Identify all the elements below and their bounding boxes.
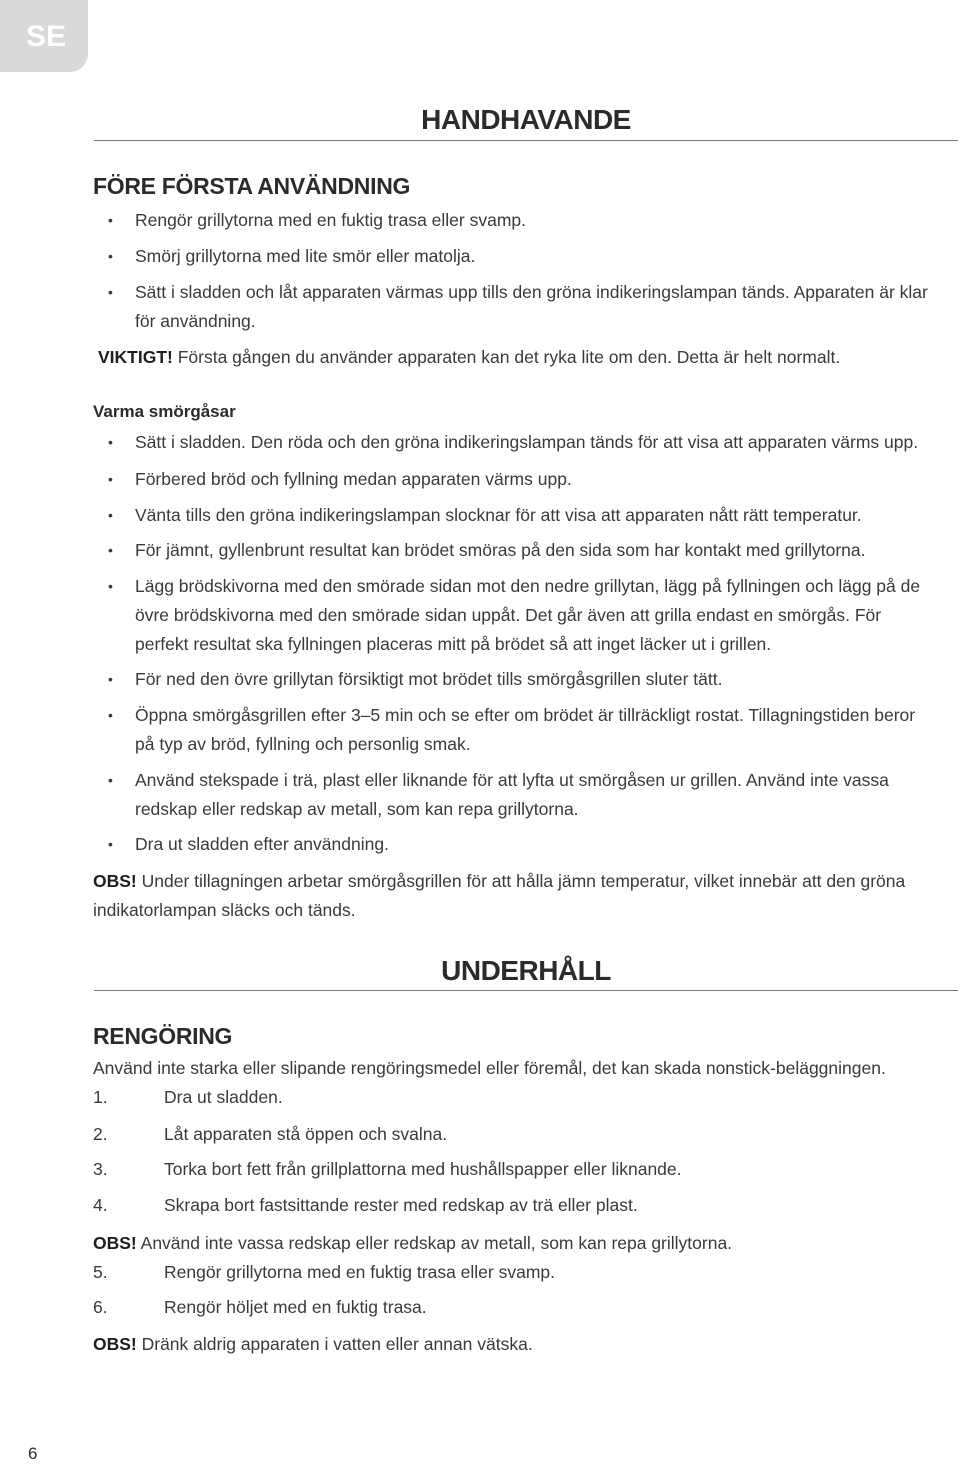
step-text: Rengör grillytorna med en fuktig trasa eller svamp. [164,1262,556,1282]
section-title-text: HANDHAVANDE [421,104,631,135]
list-item [108,465,938,494]
bullet-icon: • [108,212,113,228]
bullet-icon: • [108,772,113,788]
language-tab [0,0,88,72]
step-text: Dra ut sladden. [164,1087,283,1107]
language-code: SE [26,20,67,53]
important-text: Första gången du använder apparaten kan det ryka lite om den. Detta är helt normalt. [172,347,841,367]
bullet-icon: • [108,507,113,523]
step-text: Rengör höljet med en fuktig trasa. [164,1297,427,1317]
bullet-icon: • [108,578,113,594]
bullet-icon: • [108,671,113,687]
list-item [93,1155,943,1184]
list-item [93,1258,943,1287]
list-item-text: Sätt i sladden. Den röda och den gröna indikeringslampan tänds för att visa att apparaten värms upp. [135,432,919,452]
subheading-warm-sandwiches: Varma smörgåsar [93,402,236,421]
bullet-icon: • [108,284,113,300]
divider [94,140,958,141]
list-item-text: Förbered bröd och fyllning medan apparaten värms upp. [135,469,572,489]
list-item-text: För ned den övre grillytan försiktigt mot brödet tills smörgåsgrillen sluter tätt. [135,669,723,689]
list-item [108,572,938,659]
step-number: 3. [93,1159,108,1179]
section-title-underhall [94,955,958,987]
page-number: 6 [28,1444,38,1463]
bullet-icon: • [108,471,113,487]
list-item [93,1191,943,1220]
list-item [108,428,938,457]
step-text: Låt apparaten stå öppen och svalna. [164,1124,448,1144]
list-item [108,206,938,235]
step-number: 2. [93,1124,108,1144]
list-item [108,278,938,336]
bullet-icon: • [108,542,113,558]
step-text: Torka bort fett från grillplattorna med hushållspapper eller liknande. [164,1159,682,1179]
list-item-text: Öppna smörgåsgrillen efter 3–5 min och se efter om brödet är tillräckligt rostat. Tillagningstiden beror på typ av bröd, fyllning och personlig smak. [135,705,916,754]
list-item-text: Använd stekspade i trä, plast eller liknande för att lyfta ut smörgåsen ur grillen. Använd inte vassa redskap eller redskap av metall, som kan repa grillytorna. [135,770,889,819]
list-item [108,501,938,530]
list-item-text: Dra ut sladden efter användning. [135,834,389,854]
list-item-text: Vänta tills den gröna indikeringslampan slocknar för att visa att apparaten nått rätt temperatur. [135,505,862,525]
obs-note [93,1229,943,1258]
bullet-icon: • [108,248,113,264]
obs-note [93,1330,943,1359]
step-number: 1. [93,1087,108,1107]
bullet-icon: • [108,434,113,450]
list-item [93,1083,943,1112]
section-title-handhavande [94,104,958,136]
section-title-text: UNDERHÅLL [441,955,611,986]
step-number: 5. [93,1262,108,1282]
bullet-icon: • [108,707,113,723]
list-item [108,830,938,859]
list-item [93,1120,943,1149]
important-label: VIKTIGT! [98,347,173,367]
list-item [108,242,938,271]
list-item-text: För jämnt, gyllenbrunt resultat kan brödet smöras på den sida som har kontakt med grillytorna. [135,540,866,560]
list-item [108,766,938,824]
bullet-icon: • [108,836,113,852]
obs-text: Använd inte vassa redskap eller redskap av metall, som kan repa grillytorna. [136,1233,733,1253]
divider [94,990,958,991]
heading-before-first-use: FÖRE FÖRSTA ANVÄNDNING [93,173,411,199]
obs-label: OBS! [93,871,137,891]
list-item [108,665,938,694]
obs-label: OBS! [93,1334,137,1354]
obs-label: OBS! [93,1233,137,1253]
list-item [93,1293,943,1322]
cleaning-intro: Använd inte starka eller slipande rengöringsmedel eller föremål, det kan skada nonstick-beläggningen. [93,1058,886,1078]
list-item [108,536,938,565]
obs-text: Dränk aldrig apparaten i vatten eller annan vätska. [136,1334,533,1354]
step-number: 4. [93,1195,108,1215]
obs-text: Under tillagningen arbetar smörgåsgrillen för att hålla jämn temperatur, vilket innebär att den gröna indikatorlampan släcks och tänds. [93,871,906,920]
obs-note [93,867,943,925]
important-note [98,343,948,372]
list-item-text: Rengör grillytorna med en fuktig trasa eller svamp. [135,210,527,230]
heading-cleaning: RENGÖRING [93,1023,233,1049]
step-number: 6. [93,1297,108,1317]
step-text: Skrapa bort fastsittande rester med redskap av trä eller plast. [164,1195,638,1215]
list-item-text: Sätt i sladden och låt apparaten värmas upp tills den gröna indikeringslampan tänds. Apparaten är klar för användning. [135,282,928,331]
list-item-text: Smörj grillytorna med lite smör eller matolja. [135,246,476,266]
list-item-text: Lägg brödskivorna med den smörade sidan mot den nedre grillytan, lägg på fyllningen och lägg på de övre brödskivorna med den smörade sidan uppåt. Det går även att grilla endast en smörgås. För perfekt resultat ska fyllningen placeras mitt på brödet så att inget läcker ut i grillen. [135,576,921,654]
list-item [108,701,938,759]
